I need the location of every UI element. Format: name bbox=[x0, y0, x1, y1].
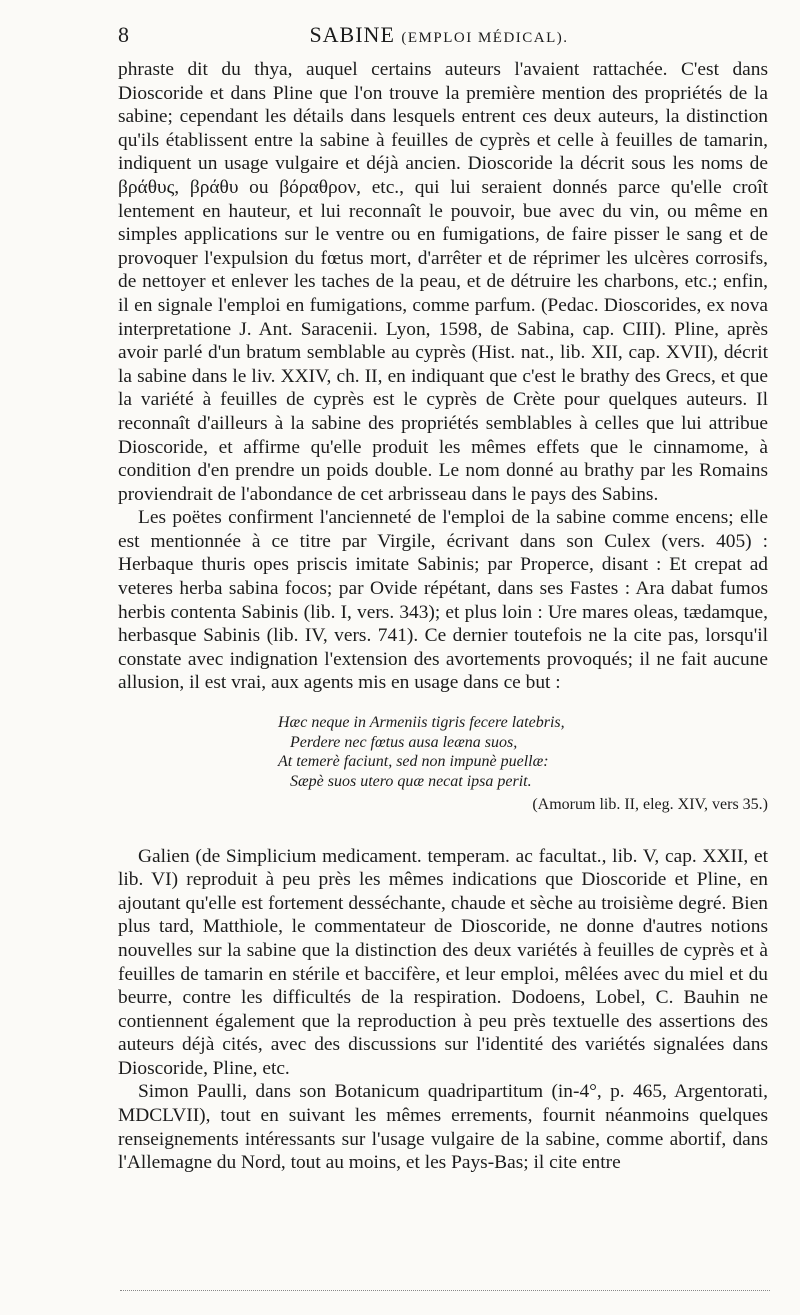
paragraph-continued: phraste dit du thya, auquel certains auteurs l'avaient rattachée. C'est dans Dioscoride et dans Pline que l'on trouve la première mention des propriétés de la sabine; cependant les détails dans lesquels entrent ces deux auteurs, la distinction qu'ils établissent entre la sabine à feuilles de cyprès et celle à feuilles de tamarin, indiquent un usage vulgaire et déjà ancien. Dioscoride la décrit sous les noms de βράθυς, βράθυ ou βόραθρον, etc., qui lui seraient donnés parce qu'elle croît lentement en hauteur, et lui reconnaît le pouvoir, bue avec du vin, ou même en simples applications sur le ventre ou en fumigations, de faire pisser le sang et de provoquer l'expulsion du fœtus mort, d'arrêter et de réprimer les ulcères corrosifs, de nettoyer et enlever les taches de la peau, et de détruire les charbons, etc.; enfin, il en signale l'emploi en fumigations, comme parfum. (Pedac. Dioscorides, ex nova interpretatione J. Ant. Saracenii. Lyon, 1598, de Sabina, cap. CIII). Pline, après avoir parlé d'un bratum semblable au cyprès (Hist. nat., lib. XII, cap. XVII), décrit la sabine dans le liv. XXIV, ch. II, en indiquant que c'est le brathy des Grecs, et que la variété à feuilles de cyprès est le cyprès de Crète pour quelques auteurs. Il reconnaît d'ailleurs à la sabine des propriétés semblables à celles que lui attribue Dioscoride, et affirme qu'elle produit les mêmes effets que le cinnamome, à condition d'en prendre un poids double. Le nom donné au brathy par les Romains proviendrait de l'abondance de cet arbrisseau dans le pays des Sabins. bbox=[118, 59, 768, 505]
latin-quotation bbox=[278, 713, 768, 815]
paragraph: Galien (de Simplicium medicament. temperam. ac facultat., lib. V, cap. XXII, et lib. VI) reproduit à peu près les mêmes indications que Dioscoride et Pline, en ajoutant qu'elle est fortement desséchante, chaude et sèche au troisième degré. Bien plus tard, Matthiole, le commentateur de Dioscoride, ne donne d'autres notions nouvelles sur la sabine que la distinction des deux variétés à feuilles de cyprès et à feuilles de tamarin en stérile et baccifère, et leur emploi, mêlées avec du miel et du beurre, contre les difficultés de la respiration. Dodoens, Lobel, C. Bauhin ne contiennent également que la reproduction à peu près textuelle des assertions des auteurs déjà cités, avec des discussions sur l'identité des variétés signalées dans Dioscoride, Pline, etc. bbox=[118, 845, 768, 1079]
running-title-subtitle: (EMPLOI MÉDICAL). bbox=[401, 30, 569, 46]
paragraph: Simon Paulli, dans son Botanicum quadripartitum (in-4°, p. 465, Argentorati, MDCLVII), tout en suivant les mêmes errements, fournit néanmoins quelques renseignements intéressants sur l'usage vulgaire de la sabine, comme abortif, dans l'Allemagne du Nord, tout au moins, et les Pays-Bas; il cite entre bbox=[118, 1081, 768, 1174]
poem-line: At temerè faciunt, sed non impunè puellæ: bbox=[278, 753, 549, 771]
running-header bbox=[118, 22, 760, 52]
page-number: 8 bbox=[118, 22, 129, 47]
poem-citation: (Amorum lib. II, eleg. XIV, vers 35.) bbox=[532, 796, 768, 814]
running-title-main: SABINE bbox=[309, 22, 395, 47]
poem-line: Perdere nec fœtus ausa leæna suos, bbox=[290, 733, 518, 751]
poem-line: Hæc neque in Armeniis tigris fecere latebris, bbox=[278, 714, 565, 732]
paragraph: Les poëtes confirment l'ancienneté de l'emploi de la sabine comme encens; elle est mentionnée à ce titre par Virgile, écrivant dans son Culex (vers. 405) : Herbaque thuris opes priscis imitate Sabinis; par Properce, disant : Et crepat ad veteres herba sabina focos; par Ovide répétant, dans ses Fastes : Ara dabat fumos herbis contenta Sabinis (lib. I, vers. 343); et plus loin : Ure mares oleas, tædamque, herbasque Sabinis (lib. IV, vers. 741). Ce dernier toutefois ne la cite pas, lorsqu'il constate avec indignation l'extension des avortements provoqués; il ne fait aucune allusion, il est vrai, aux agents mis en usage dans ce but : bbox=[118, 507, 768, 694]
running-title bbox=[118, 22, 760, 48]
footer-rule bbox=[120, 1290, 770, 1291]
poem-line: Sæpè suos utero quæ necat ipsa perit. bbox=[290, 772, 532, 790]
body-text bbox=[118, 58, 768, 1175]
